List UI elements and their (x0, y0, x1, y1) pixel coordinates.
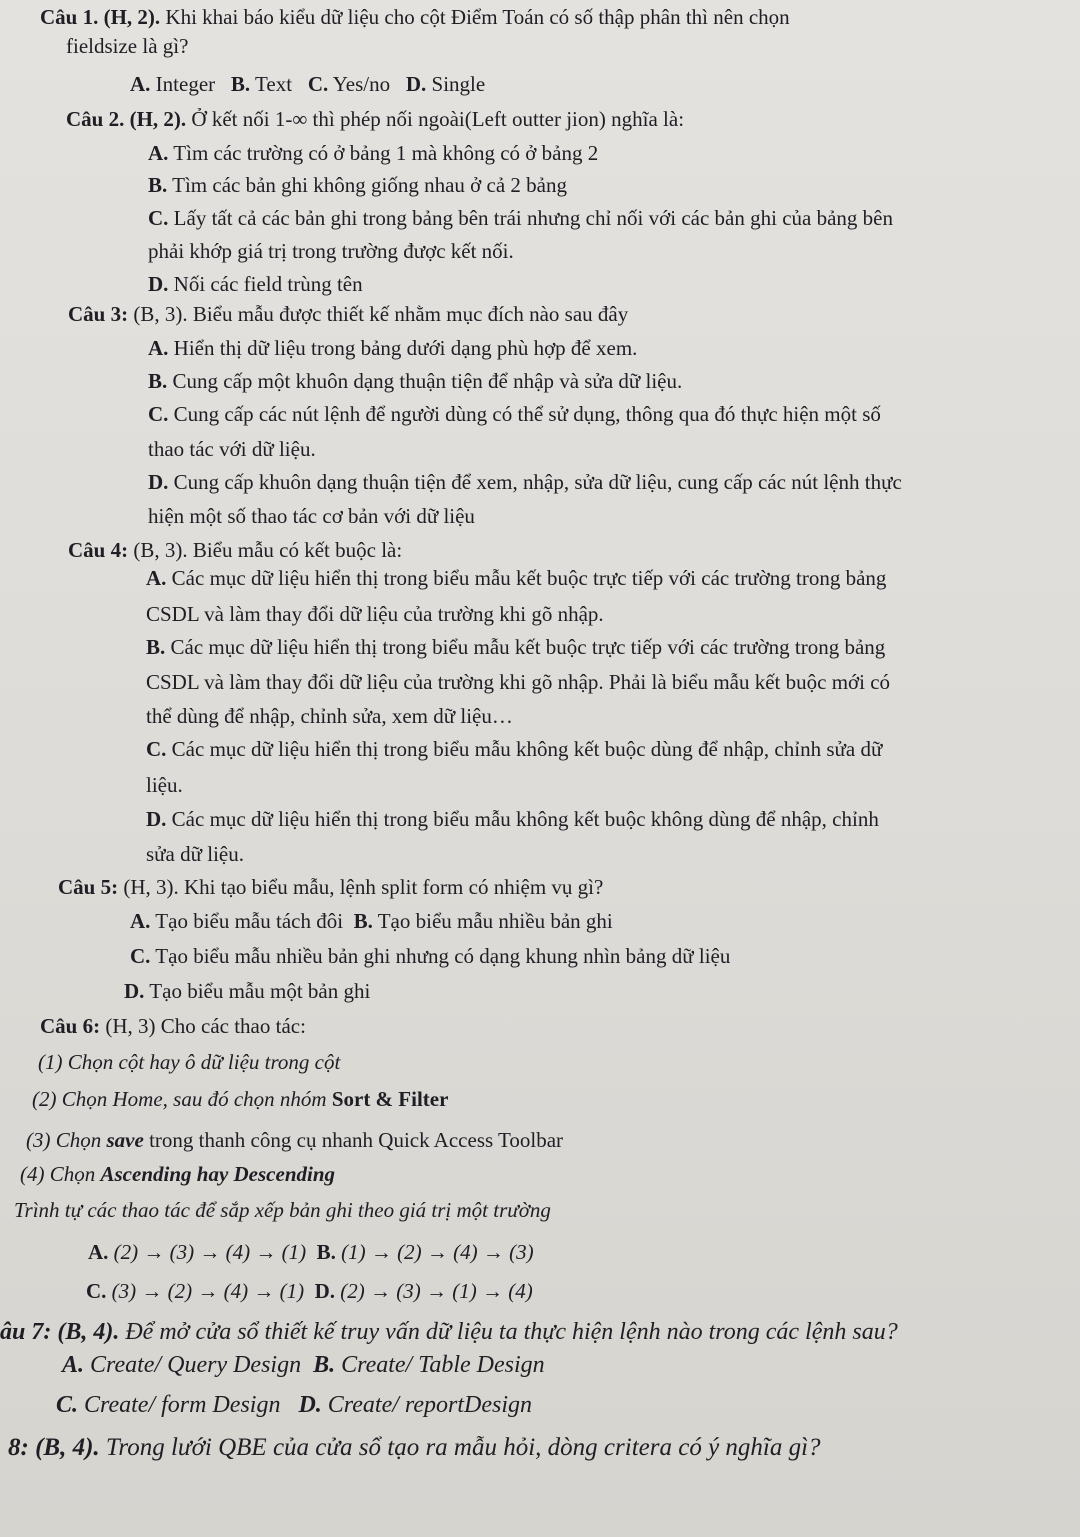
q4-a-letter: A. (146, 566, 167, 590)
q7-a-letter: A. (62, 1352, 85, 1378)
q4-option-a (146, 565, 886, 591)
q5-option-d (124, 978, 370, 1004)
q7-a-text: Create/ Query Design (90, 1352, 302, 1378)
q7-d-letter: D. (298, 1392, 322, 1418)
q7-head: âu 7: (B, 4). (0, 1319, 120, 1345)
q6-d-letter: D. (314, 1279, 336, 1303)
q6-b-letter: B. (316, 1240, 336, 1264)
q5-a-text: Tạo biểu mẫu tách đôi (155, 909, 344, 933)
q4-d-letter: D. (146, 807, 167, 831)
q4-text: Biểu mẫu có kết buộc là: (192, 538, 403, 562)
q4-option-d (146, 806, 879, 832)
q3-b-text: Cung cấp một khuôn dạng thuận tiện để nhập và sửa dữ liệu. (172, 369, 683, 393)
q4-stem (68, 537, 402, 563)
q3-option-c (148, 401, 881, 427)
q3-option-c-cont: thao tác với dữ liệu. (148, 437, 316, 461)
q6-a-text: (2) → (3) → (4) → (1) (113, 1240, 307, 1264)
q2-stem (66, 106, 684, 132)
q2-option-a (148, 140, 598, 166)
q7-c-letter: C. (56, 1392, 79, 1418)
q3-option-b (148, 368, 682, 394)
q2-a-letter: A. (148, 141, 169, 165)
q5-c-letter: C. (130, 944, 151, 968)
q3-option-d-cont: hiện một số thao tác cơ bản với dữ liệu (148, 504, 475, 528)
q5-a-letter: A. (130, 909, 151, 933)
q4-b-letter: B. (146, 635, 166, 659)
q4-option-d-cont: sửa dữ liệu. (146, 842, 244, 866)
q4-c-text: Các mục dữ liệu hiển thị trong biểu mẫu không kết buộc dùng để nhập, chỉnh sửa dữ (171, 737, 883, 761)
q2-c-text: Lấy tất cả các bản ghi trong bảng bên trái nhưng chỉ nối với các bản ghi của bảng bên (173, 206, 893, 230)
q5-head: Câu 5: (58, 875, 119, 899)
q2-b-letter: B. (148, 173, 168, 197)
q3-b-letter: B. (148, 369, 168, 393)
q4-code: (B, 3). (133, 538, 188, 562)
q3-c-text: Cung cấp các nút lệnh để người dùng có thể sử dụng, thông qua đó thực hiện một số (173, 402, 881, 426)
q6-step-3 (26, 1127, 563, 1153)
q5-d-text: Tạo biểu mẫu một bản ghi (149, 979, 371, 1003)
q5-options-ab (130, 908, 613, 934)
q4-option-c-cont: liệu. (146, 773, 183, 797)
q1-a-text: Integer (155, 72, 216, 96)
q2-head: Câu 2. (H, 2). (66, 107, 187, 131)
q5-stem (58, 874, 603, 900)
q8-stem (8, 1433, 821, 1463)
q7-stem (0, 1319, 898, 1345)
q7-b-letter: B. (313, 1352, 336, 1378)
q6-step-3-bold: save (106, 1128, 144, 1152)
q5-text: Khi tạo biểu mẫu, lệnh split form có nhiệm vụ gì? (184, 875, 604, 899)
q5-d-letter: D. (124, 979, 145, 1003)
q4-a-text: Các mục dữ liệu hiển thị trong biểu mẫu kết buộc trực tiếp với các trường trong bảng (171, 566, 887, 590)
q6-step-3-post: trong thanh công cụ nhanh Quick Access Toolbar (149, 1128, 564, 1152)
q2-d-letter: D. (148, 272, 169, 296)
q1-a-letter: A. (130, 72, 151, 96)
q5-b-letter: B. (353, 909, 373, 933)
q7-text: Để mở cửa sổ thiết kế truy vấn dữ liệu ta thực hiện lệnh nào trong các lệnh sau? (125, 1319, 898, 1345)
q6-options-ab (88, 1239, 534, 1265)
q3-c-letter: C. (148, 402, 169, 426)
q4-head: Câu 4: (68, 538, 129, 562)
q5-b-text: Tạo biểu mẫu nhiều bản ghi (377, 909, 613, 933)
q6-c-letter: C. (86, 1279, 107, 1303)
q2-c-letter: C. (148, 206, 169, 230)
q4-d-text: Các mục dữ liệu hiển thị trong biểu mẫu không kết buộc không dùng để nhập, chỉnh (171, 807, 879, 831)
q8-head: 8: (B, 4). (8, 1434, 100, 1461)
q1-c-letter: C. (307, 72, 329, 96)
q1-stem-cont: fieldsize là gì? (66, 34, 189, 58)
q6-text: Cho các thao tác: (160, 1014, 306, 1038)
q1-d-letter: D. (405, 72, 427, 96)
q6-a-letter: A. (88, 1240, 109, 1264)
q1-head: Câu 1. (H, 2). (40, 5, 161, 29)
q1-options (130, 71, 485, 97)
q6-step-1: (1) Chọn cột hay ô dữ liệu trong cột (38, 1050, 341, 1074)
q2-text: Ở kết nối 1-∞ thì phép nối ngoài(Left outter jion) nghĩa là: (191, 107, 685, 131)
q5-c-text: Tạo biểu mẫu nhiều bản ghi nhưng có dạng khung nhìn bảng dữ liệu (155, 944, 731, 968)
q6-head: Câu 6: (40, 1014, 101, 1038)
q1-b-letter: B. (230, 72, 251, 96)
q6-step-4 (20, 1161, 335, 1187)
q2-b-text: Tìm các bản ghi không giống nhau ở cả 2 bảng (172, 173, 567, 197)
q2-option-d (148, 271, 363, 297)
q2-a-text: Tìm các trường có ở bảng 1 mà không có ở bảng 2 (173, 141, 599, 165)
q4-option-c (146, 736, 882, 762)
q3-a-text: Hiển thị dữ liệu trong bảng dưới dạng phù hợp để xem. (173, 336, 638, 360)
q6-ask: Trình tự các thao tác để sắp xếp bản ghi theo giá trị một trường (14, 1198, 551, 1222)
q6-options-cd (86, 1278, 533, 1304)
q6-code: (H, 3) (105, 1014, 156, 1038)
q6-step-4-bold: Ascending hay Descending (100, 1162, 336, 1186)
q4-option-b-cont2: thể dùng để nhập, chỉnh sửa, xem dữ liệu… (146, 704, 513, 728)
q2-d-text: Nối các field trùng tên (173, 272, 363, 296)
q6-c-text: (3) → (2) → (4) → (1) (111, 1279, 305, 1303)
q4-option-b (146, 634, 885, 660)
q3-option-a (148, 335, 637, 361)
q5-code: (H, 3). (123, 875, 179, 899)
q4-c-letter: C. (146, 737, 167, 761)
q6-step-2 (32, 1086, 448, 1112)
q5-option-c (130, 943, 730, 969)
q6-step-4-pre: (4) Chọn (20, 1162, 96, 1186)
q3-d-text: Cung cấp khuôn dạng thuận tiện để xem, nhập, sửa dữ liệu, cung cấp các nút lệnh thực (173, 470, 902, 494)
q6-step-2-text: (2) Chọn Home, sau đó chọn nhóm (32, 1087, 327, 1111)
q1-text: Khi khai báo kiểu dữ liệu cho cột Điểm Toán có số thập phân thì nên chọn (165, 5, 790, 29)
q4-option-a-cont: CSDL và làm thay đổi dữ liệu của trường khi gõ nhập. (146, 602, 604, 626)
q1-c-text: Yes/no (332, 72, 391, 96)
q3-a-letter: A. (148, 336, 169, 360)
q2-option-c (148, 205, 893, 231)
q3-stem (68, 301, 628, 327)
q6-step-3-pre: (3) Chọn (26, 1128, 102, 1152)
q4-option-b-cont1: CSDL và làm thay đổi dữ liệu của trường khi gõ nhập. Phải là biểu mẫu kết buộc mới có (146, 670, 891, 694)
q1-stem (40, 4, 790, 30)
q3-d-letter: D. (148, 470, 169, 494)
q2-option-b (148, 172, 567, 198)
q1-d-text: Single (431, 72, 486, 96)
q3-option-d (148, 469, 902, 495)
q6-stem (40, 1013, 306, 1039)
q3-text: Biểu mẫu được thiết kế nhằm mục đích nào sau đây (192, 302, 629, 326)
q7-options-ab (62, 1352, 545, 1378)
q6-b-text: (1) → (2) → (4) → (3) (341, 1240, 534, 1264)
q7-c-text: Create/ form Design (84, 1392, 281, 1418)
q1-b-text: Text (255, 72, 293, 96)
q2-option-c-cont: phải khớp giá trị trong trường được kết nối. (148, 239, 514, 263)
q7-options-cd (56, 1392, 532, 1418)
q6-step-2-bold: Sort & Filter (331, 1087, 449, 1111)
q8-text: Trong lưới QBE của cửa sổ tạo ra mẫu hỏi, dòng critera có ý nghĩa gì? (105, 1434, 821, 1461)
q3-code: (B, 3). (133, 302, 188, 326)
q3-head: Câu 3: (68, 302, 129, 326)
q6-d-text: (2) → (3) → (1) → (4) (340, 1279, 533, 1303)
q4-b-text: Các mục dữ liệu hiển thị trong biểu mẫu kết buộc trực tiếp với các trường trong bảng (170, 635, 886, 659)
q7-d-text: Create/ reportDesign (327, 1392, 532, 1418)
q7-b-text: Create/ Table Design (341, 1352, 545, 1378)
